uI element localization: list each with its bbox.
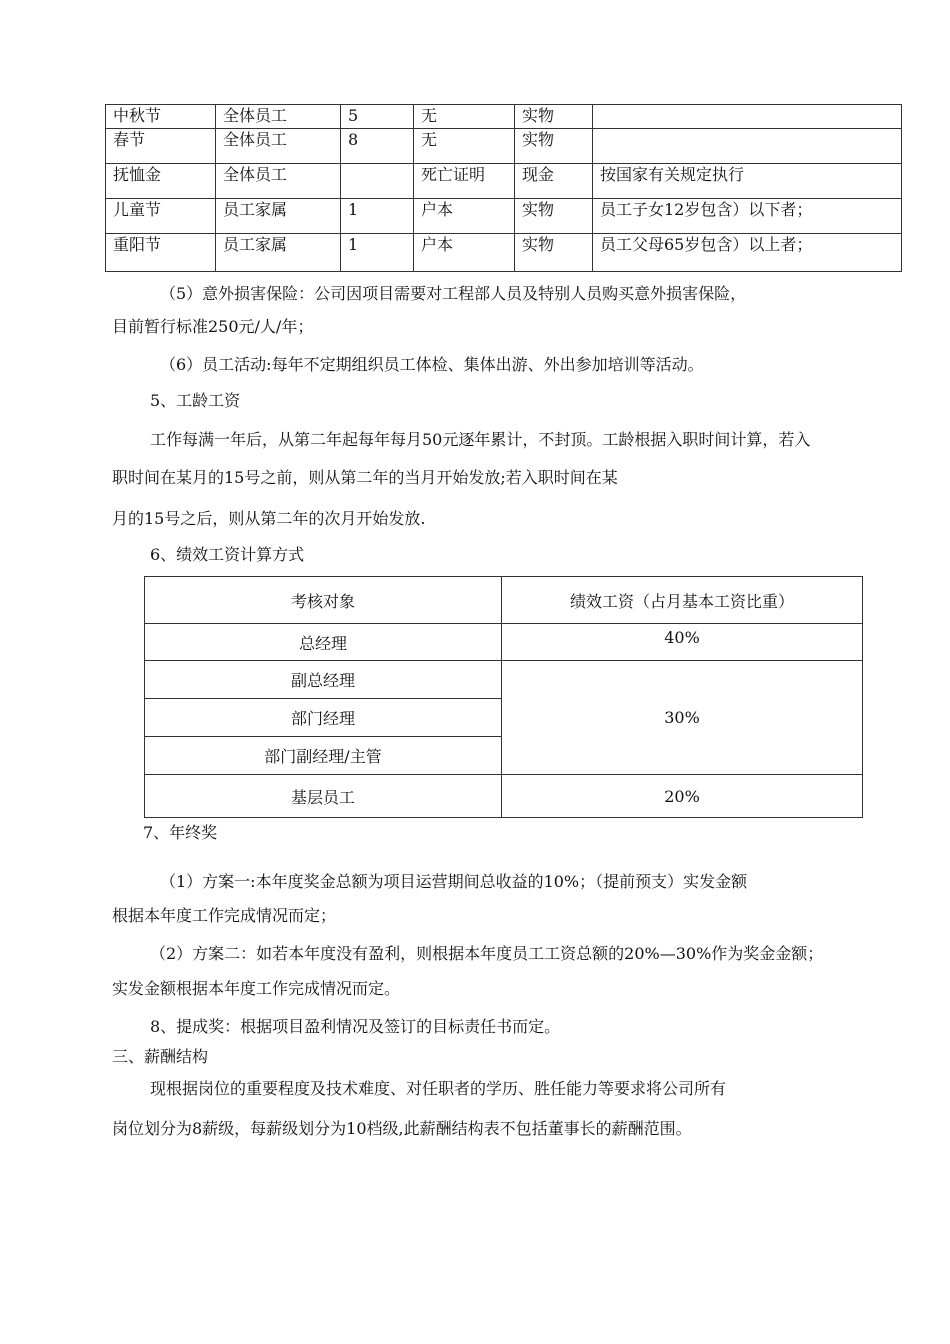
bonus-heading: 7、年终奖 [143,823,218,842]
table-cell: 副总经理 [145,661,502,699]
table-cell: 部门经理 [145,699,502,737]
table-cell: 1 [341,199,414,234]
table-row [106,129,902,164]
table-cell: 员工家属 [216,199,341,234]
table-cell: 30% [502,661,863,775]
bonus-plan2-line-1: （2）方案二：如若本年度没有盈利，则根据本年度员工工资总额的20%—30%作为奖金金额； [150,944,824,963]
welfare-table [105,104,902,272]
table-cell: 户本 [414,234,515,272]
table-cell: 基层员工 [145,775,502,818]
table-cell: 实物 [515,129,593,164]
table-row [106,164,902,199]
table-cell: 儿童节 [106,199,216,234]
table-cell [341,164,414,199]
table-cell: 实物 [515,234,593,272]
table-cell: 现金 [515,164,593,199]
table-cell: 全体员工 [216,105,341,129]
table-cell: 全体员工 [216,129,341,164]
bonus-plan1-line-2: 根据本年度工作完成情况而定； [112,906,337,925]
table-cell: 40% [502,624,863,661]
table-cell: 实物 [515,199,593,234]
table-cell [593,129,902,164]
activity-paragraph: （6）员工活动:每年不定期组织员工体检、集体出游、外出参加培训等活动。 [160,355,704,374]
table-cell: 中秋节 [106,105,216,129]
table-cell: 部门副经理/主管 [145,737,502,775]
structure-heading: 三、薪酬结构 [112,1047,209,1066]
table-cell: 员工父母65岁包含）以上者； [593,234,902,272]
seniority-paragraph-line-3: 月的15号之后，则从第二年的次月开始发放. [112,509,426,528]
bonus-plan1-line-1: （1）方案一:本年度奖金总额为项目运营期间总收益的10%；（提前预支）实发金额 [160,872,748,891]
table-cell: 员工子女12岁包含）以下者； [593,199,902,234]
table-cell: 实物 [515,105,593,129]
table-row [145,775,863,818]
insurance-paragraph-line-2: 目前暂行标准250元/人/年； [112,317,314,336]
table-row [145,661,863,699]
bonus-plan2-line-2: 实发金额根据本年度工作完成情况而定。 [112,979,401,998]
table-cell: 总经理 [145,624,502,661]
performance-table [144,576,863,818]
column-header: 考核对象 [145,577,502,624]
seniority-heading: 5、工龄工资 [150,391,241,410]
performance-heading: 6、绩效工资计算方式 [150,545,305,564]
table-row [106,105,902,129]
table-cell: 5 [341,105,414,129]
seniority-paragraph-line-2: 职时间在某月的15号之前，则从第二年的当月开始发放;若入职时间在某 [112,468,618,487]
table-cell: 户本 [414,199,515,234]
table-cell [593,105,902,129]
table-cell: 无 [414,105,515,129]
table-cell: 20% [502,775,863,818]
structure-paragraph-line-1: 现根据岗位的重要程度及技术难度、对任职者的学历、胜任能力等要求将公司所有 [150,1079,727,1098]
commission-paragraph: 8、提成奖：根据项目盈利情况及签订的目标责任书而定。 [150,1017,561,1036]
table-row [106,199,902,234]
table-cell: 员工家属 [216,234,341,272]
table-row [145,624,863,661]
table-cell: 无 [414,129,515,164]
table-cell: 春节 [106,129,216,164]
table-cell: 8 [341,129,414,164]
structure-paragraph-line-2: 岗位划分为8薪级，每薪级划分为10档级,此薪酬结构表不包括董事长的薪酬范围。 [112,1119,692,1138]
table-header-row [145,577,863,624]
table-cell: 按国家有关规定执行 [593,164,902,199]
table-cell: 抚恤金 [106,164,216,199]
table-row [106,234,902,272]
table-cell: 1 [341,234,414,272]
seniority-paragraph-line-1: 工作每满一年后，从第二年起每年每月50元逐年累计，不封顶。工龄根据入职时间计算，若入 [150,430,811,449]
table-cell: 全体员工 [216,164,341,199]
insurance-paragraph-line-1: （5）意外损害保险：公司因项目需要对工程部人员及特别人员购买意外损害保险， [160,284,747,303]
column-header: 绩效工资（占月基本工资比重） [502,577,863,624]
table-cell: 死亡证明 [414,164,515,199]
table-cell: 重阳节 [106,234,216,272]
